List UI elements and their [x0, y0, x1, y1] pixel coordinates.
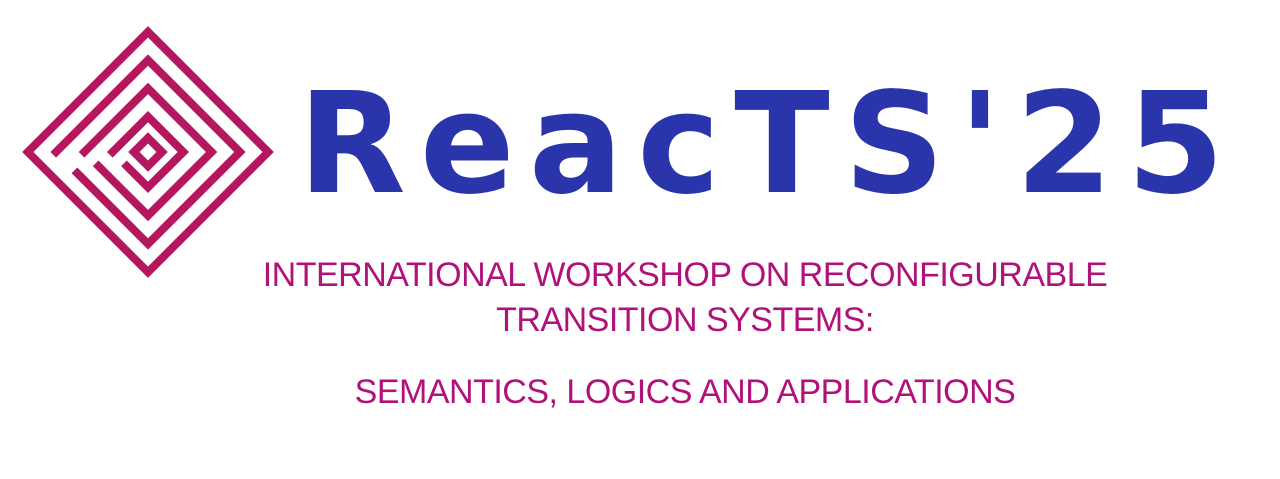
subtitle-line-2: TRANSITION SYSTEMS: [496, 301, 874, 339]
event-title: ReacTS'25 [298, 63, 1239, 226]
maze-diamond-icon [18, 22, 278, 282]
subtitle-line-1: INTERNATIONAL WORKSHOP ON RECONFIGURABLE [262, 256, 1108, 294]
maze-diamond-logo [18, 22, 278, 282]
subtitle-line-3: SEMANTICS, LOGICS AND APPLICATIONS [354, 373, 1016, 411]
